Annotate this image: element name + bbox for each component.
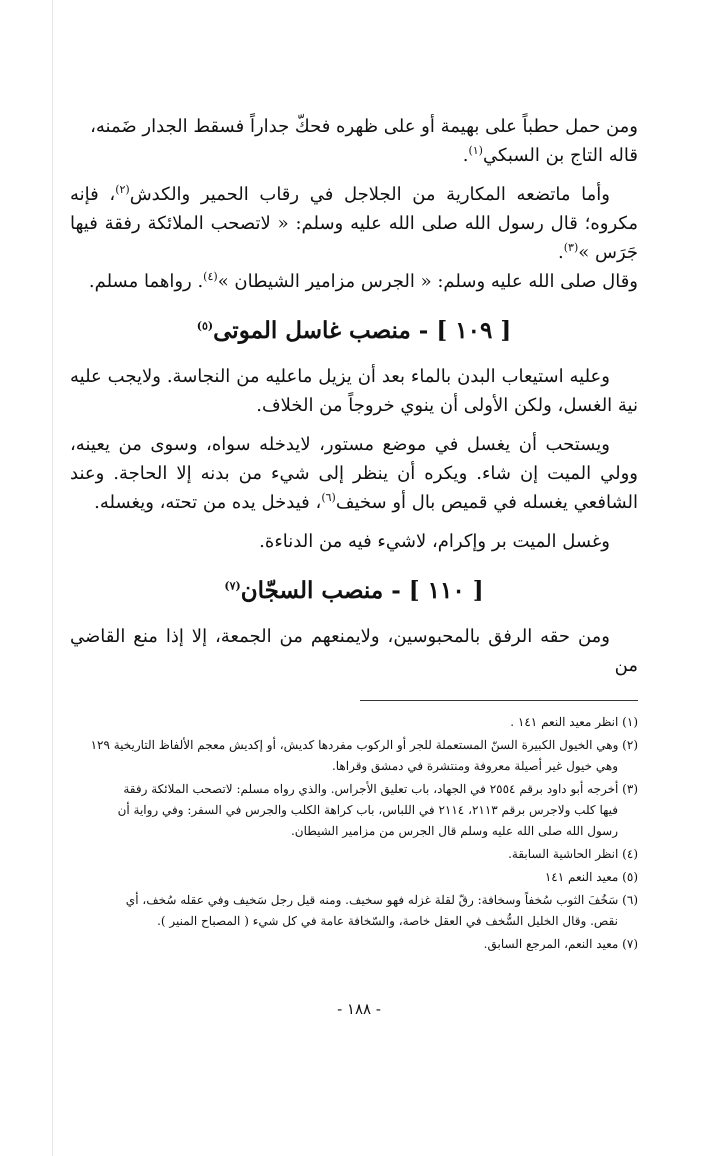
footnote-text: (٦) سَخُفَ الثوب سُخفاً وسخافة: رقّ لقلة غزله فهو سخيف. ومنه قيل رجل سَخيف وفي عقله سُخف، أي <box>125 893 638 907</box>
footnotes <box>70 712 638 957</box>
paragraph-text: ويستحب أن يغسل في موضع مستور، لايدخله سواه، وسوى من يعينه، وولي الميت إن شاء. ويكره أن ينظر إلى شيء من بدنه إلا الحاجة. وعند الشافعي يغسله في قميص بال أو سخيف <box>70 434 638 513</box>
paragraph-washing-body: وعليه استيعاب البدن بالماء بعد أن يزيل ماعليه من النجاسة. ولايجب عليه نية الغسل، ولكن الأولى أن ينوي خروجاً من الخلاف. <box>70 366 638 416</box>
page-number: - ١٨٨ - <box>337 1000 381 1018</box>
paragraph-text: . رواهما مسلم. <box>88 271 204 292</box>
paragraph-text: ، فيدخل يده من تحته، ويغسله. <box>94 492 322 513</box>
paragraph-jailer: ومن حقه الرفق بالمحبوسين، ولايمنعهم من الجمعة، إلا إذا منع القاضي من <box>70 626 638 676</box>
paragraph-text: قاله التاج بن السبكي <box>482 145 638 166</box>
footnote-text: نقص. وقال الخليل السُّخف في العقل خاصة، والسّخافة عامة في كل شيء ( المصباح المنير ). <box>157 914 618 928</box>
footnote-text: (٢) وهي الخيول الكبيرة السنّ المستعملة للجر أو الركوب مفردها كديش، أو إكديش معجم الألفاظ التاريخية ١٢٩ <box>90 738 638 752</box>
footnote-ref: (٣) <box>563 241 579 254</box>
scan-edge-left <box>52 0 53 1156</box>
main-text <box>70 112 638 690</box>
footnote-1: (١) انظر معيد النعم ١٤١ . <box>510 715 638 729</box>
paragraph-text: وقال صلى الله عليه وسلم: « الجرس مزامير الشيطان » <box>217 271 638 292</box>
footnote-text: رسول الله صلى الله عليه وسلم قال الجرس من مزامير الشيطان. <box>290 824 618 838</box>
footnote-ref: (٧) <box>224 579 241 593</box>
heading-text: [ ١١٠ ] - منصب السجّان <box>240 577 484 604</box>
footnote-text: وهي خيول غير أصيلة معروفة ومنتشرة في دمشق وقراها. <box>331 759 618 773</box>
section-heading-jailer <box>70 574 638 608</box>
footnote-7: (٧) معيد النعم، المرجع السابق. <box>483 937 638 951</box>
footnote-text: فيها كلب ولاجرس برقم ٢١١٣، ٢١١٤ في اللباس، باب كراهة الكلب والجرس في السفر: وفي رواية أن <box>117 803 618 817</box>
footnote-ref: (٦) <box>321 491 336 504</box>
heading-text: [ ١٠٩ ] - منصب غاسل الموتى <box>213 317 512 344</box>
paragraph-carrying-firewood <box>70 112 638 170</box>
section-heading-corpse-washer <box>70 314 638 348</box>
footnote-ref: (٥) <box>196 319 214 333</box>
punctuation: . <box>557 242 564 263</box>
footnote-2 <box>70 735 638 777</box>
footnote-ref: (٢) <box>115 183 130 196</box>
footnote-ref: (١) <box>468 144 483 157</box>
footnote-separator <box>360 700 638 701</box>
footnote-3 <box>70 779 638 842</box>
paragraph-bells <box>70 180 638 296</box>
paragraph-text: وأما ماتضعه المكارية من الجلاجل في رقاب الحمير والكدش <box>129 184 610 205</box>
punctuation: . <box>462 145 469 166</box>
footnote-4: (٤) انظر الحاشية السابقة. <box>508 847 638 861</box>
footnote-ref: (٤) <box>203 270 218 283</box>
paragraph-text: ، فإنه مكروه؛ قال رسول الله صلى الله عليه وسلم: « لاتصحب الملائكة رفقة فيها جَرَس » <box>70 184 638 263</box>
footnote-6 <box>70 890 638 932</box>
footnote-text: (٣) أخرجه أبو داود برقم ٢٥٥٤ في الجهاد، باب تعليق الأجراس. والذي رواه مسلم: لاتصحب الملائكة رفقة <box>123 782 638 796</box>
paragraph-text: ومن حمل حطباً على بهيمة أو على ظهره فحكّ جداراً فسقط الجدار ضَمنه، <box>90 116 638 137</box>
paragraph-washing-place <box>70 430 638 517</box>
footnote-5: (٥) معيد النعم ١٤١ <box>544 870 638 884</box>
paragraph-washing-honor: وغسل الميت بر وإكرام، لاشيء فيه من الدناءة. <box>259 531 610 552</box>
